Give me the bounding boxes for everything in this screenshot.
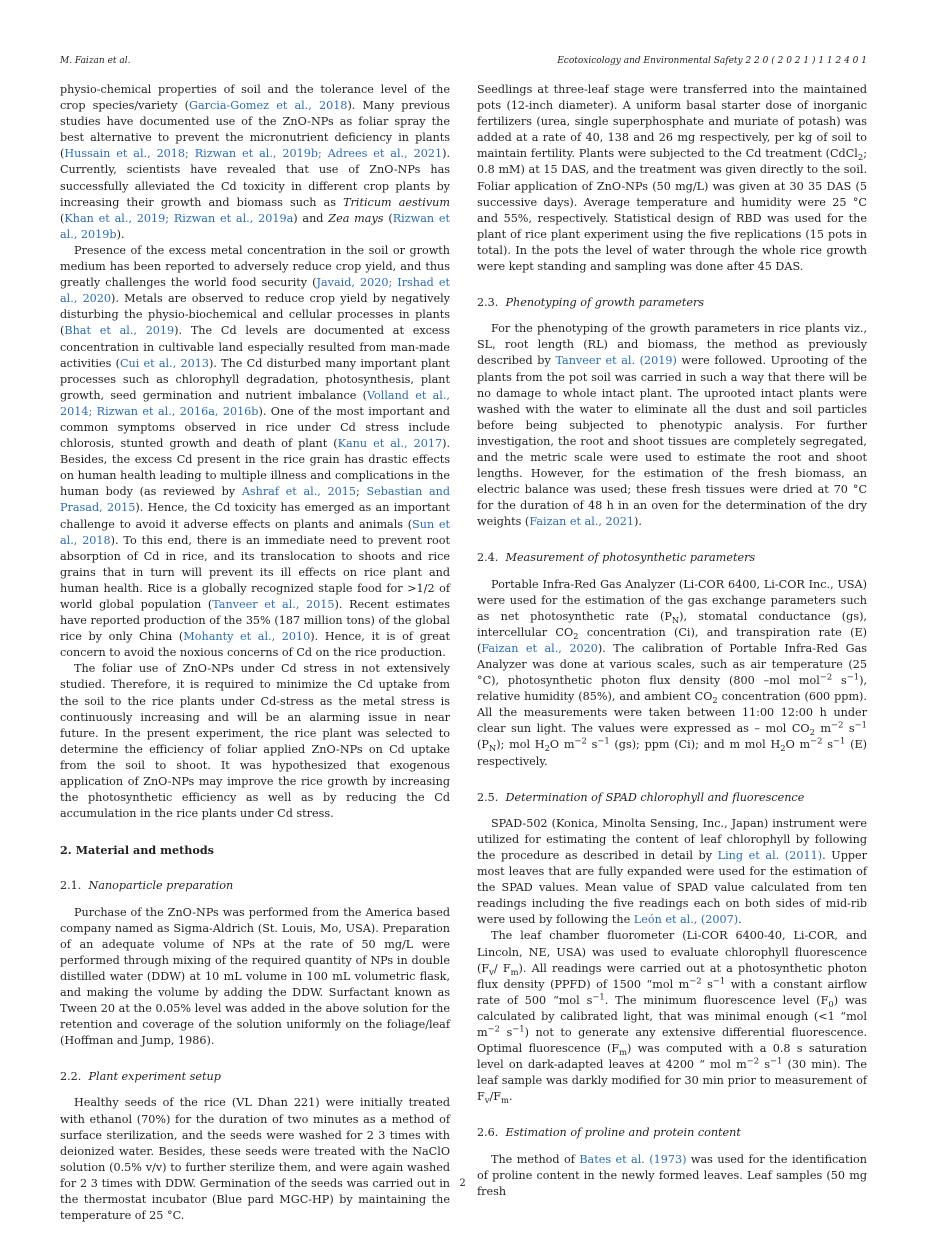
subsection-heading: 2.6. Estimation of proline and protein content: [477, 1126, 741, 1140]
running-header-authors: M. Faizan et al.: [60, 56, 131, 66]
citation-link[interactable]: Cui et al., 2013: [119, 356, 209, 370]
paragraph: Seedlings at three-leaf stage were transferred into the maintained pots (12-inch diameter). A uniform basal starter dose of inorganic fertilizers (urea, single superphosphate and muriate of potash) was added at a rate of 40, 138 and 26 mg respectively, per kg of soil to maintain fertility. Plants were subjected to the Cd treatment (CdCl$_2$; 0.8 mM) at 15 DAS, and the treatment was given directly to the soil. Foliar application of ZnO-NPs (50 mg/L) was given at 30 35 DAS (5 successive days). Average temperature and humidity were 25 °C and 55%, respectively. Statistical design of RBD was used for the plant of rice plant experiment using the five replications (15 pots in total). In the pots the level of water through the whole rice growth were kept standing and sampling was done after 45 DAS.: [477, 83, 867, 274]
citation-link[interactable]: Tanveer et al. (2019): [555, 354, 677, 368]
subsection-heading: 2.4. Measurement of photosynthetic parameters: [477, 551, 756, 565]
subsection-heading: 2.5. Determination of SPAD chlorophyll and fluorescence: [477, 790, 805, 804]
left-column: [60, 82, 450, 1224]
citation-link[interactable]: Sun et al., 2018: [60, 517, 451, 547]
citation-link[interactable]: Kanu et al., 2017: [337, 437, 443, 451]
citation-link[interactable]: Sebastian and Prasad, 2015: [60, 485, 450, 515]
paragraph: physio-chemical properties of soil and the tolerance level of the crop species/variety (Garcia-Gomez et al., 2018). Many previous studies have documented use of the ZnO-NPs as foliar spray the best alternative to prevent the micronutrient deficiency in plants (Hussain et al., 2018; Rizwan et al., 2019b; Adrees et al., 2021). Currently, scientists have revealed that use of ZnO-NPs has successfully alleviated the Cd toxicity in different crop plants by increasing their growth and biomass such as Triticum aestivum (Khan et al., 2019; Rizwan et al., 2019a) and Zea mays (Rizwan et al., 2019b).: [60, 83, 451, 241]
right-column: [477, 82, 867, 1200]
citation-link[interactable]: Ling et al. (2011): [717, 848, 823, 862]
citation-link[interactable]: Bates et al. (1973): [579, 1152, 687, 1166]
paragraph: Presence of the excess metal concentration in the soil or growth medium has been reported to adversely reduce crop yield, and thus greatly challenges the world food security (Javaid, 2020; Irshad et al., 2020). Metals are observed to reduce crop yield by negatively disturbing the physio-biochemical and cellular processes in plants (Bhat et al., 2019). The Cd levels are documented at excess concentration in cultivable land especially resulted from man-made activities (Cui et al., 2013). The Cd disturbed many important plant processes such as chlorophyll degradation, photosynthesis, plant growth, seed germination and nutrient imbalance (Volland et al., 2014; Rizwan et al., 2016a, 2016b). One of the most important and common symptoms observed in rice under Cd stress include chlorosis, stunted growth and death of plant (Kanu et al., 2017). Besides, the excess Cd present in the rice grain has drastic effects on human health leading to multiple illness and complications in the human body (as reviewed by Ashraf et al., 2015; Sebastian and Prasad, 2015). Hence, the Cd toxicity has emerged as an important challenge to avoid it adverse effects on plants and animals (Sun et al., 2018). To this end, there is an immediate need to prevent root absorption of Cd in rice, and its translocation to shoots and rice grains that in turn will prevent its ill effects on rice plant and human health. Rice is a globally recognized staple food for >1/2 of world global population (Tanveer et al., 2015). Recent estimates have reported production of the 35% (187 million tons) of the global rice by only China (Mohanty et al., 2010). Hence, it is of great concern to avoid the noxious concerns of Cd on the rice production.: [60, 243, 451, 660]
citation-link[interactable]: Hussain et al., 2018; Rizwan et al., 2019b; Adrees et al., 2021: [64, 147, 443, 161]
paragraph: SPAD-502 (Konica, Minolta Sensing, Inc., Japan) instrument were utilized for estimating the content of leaf chlorophyll by following the procedure as described in detail by Ling et al. (2011). Upper most leaves that are fully expanded were used for the estimation of the SPAD values. Mean value of SPAD value calculated from ten readings including the five readings each on both sides of mid-rib were used by following the León et al., (2007).: [477, 816, 867, 927]
paragraph: The foliar use of ZnO-NPs under Cd stress in not extensively studied. Therefore, it is required to minimize the Cd uptake from the soil to the rice plants under Cd-stress as the metal stress is continuously increasing and will be an alarming issue in near future. In the present experiment, the rice plant was selected to determine the efficiency of foliar applied ZnO-NPs on Cd uptake from the soil to shoot. It was hypothesized that exogenous application of ZnO-NPs may improve the rice growth by increasing the photosynthetic efficiency as well as by reducing the Cd accumulation in the rice plants under Cd stress.: [60, 662, 450, 821]
citation-link[interactable]: Rizwan et al., 2019b: [60, 211, 451, 241]
paragraph: Portable Infra-Red Gas Analyzer (Li-COR 6400, Li-COR Inc., USA) were used for the estimation of the gas exchange parameters such as net photosynthetic rate $(P_N)$, stomatal conductance (gs), intercellular $CO_2$ concentration (Ci), and transpiration rate (E) (Faizan et al., 2020). The calibration of Portable Infra-Red Gas Analyzer was done at various scales, such as air temperature (25 °C), photosynthetic photon flux density (800 –mol mol$^{-2}$ $s^{-1}$), relative humidity (85%), and ambient $CO_2$ concentration (600 ppm). All the measurements were taken between 11:00 12:00 h under clear sun light. The values were expressed as – mol $CO_2$ $m^{-2}$ $s^{-1}$ $(P_N)$; mol $H_2O$ $m^{-2}$ $s^{-1}$ (gs); ppm (Ci); and m mol $H_2O$ $m^{-2}$ $s^{-1}$ (E) respectively.: [477, 577, 867, 768]
paragraph: The leaf chamber fluorometer (Li-COR 6400-40, Li-COR, and Lincoln, NE, USA) was used to evaluate chlorophyll fluorescence ($F_v/$ $F_m$). All readings were carried out at a photosynthetic photon flux density (PPFD) of 1500 “mol $m^{-2}$ $s^{-1}$ with a constant airflow rate of 500 “mol $s^{-1}$. The minimum fluorescence level $(F_0)$ was calculated by calibrated light, that was minimal enough (<1 “mol $m^{-2}$ $s^{-1}$) not to generate any extensive differential fluorescence. Optimal fluorescence $(F_m)$ was computed with a 0.8 s saturation level on dark-adapted leaves at 4200 “ mol $m^{-2}$ $s^{-1}$ (30 min). The leaf sample was darkly modified for 30 min prior to measurement of $F_v/F_m$.: [477, 929, 867, 1106]
citation-link[interactable]: Faizan et al., 2021: [529, 515, 634, 529]
paragraph: Purchase of the ZnO-NPs was performed from the America based company named as Sigma-Aldrich (St. Louis, Mo, USA). Preparation of an adequate volume of NPs at the rate of 50 mg/L were performed through mixing of the required quantity of NPs in double distilled water (DDW) at 10 mL volume in 100 mL volumetric flask, and making the volume by adding the DDW. Surfactant known as Tween 20 at the 0.05% level was added in the above solution for the retention and coverage of the solution uniformly on the foliage/leaf (Hoffman and Jump, 1986).: [60, 905, 450, 1048]
paragraph: The method of Bates et al. (1973) was used for the identification of proline content in the newly formed leaves. Leaf samples (50 mg fresh: [477, 1152, 867, 1198]
citation-link[interactable]: Faizan et al., 2020: [481, 641, 598, 655]
paragraph: Healthy seeds of the rice (VL Dhan 221) were initially treated with ethanol (70%) for the duration of two minutes as a method of surface sterilization, and the seeds were washed for 2 3 times with deionized water. Besides, these seeds were treated with the NaClO solution (0.5% v/v) to further sterilize them, and were again washed for 2 3 times with DDW. Germination of the seeds was carried out in the thermostat incubator (Blue pard MGC-HP) by maintaining the temperature of 25 °C.: [60, 1096, 450, 1223]
citation-link[interactable]: Khan et al., 2019; Rizwan et al., 2019a: [64, 211, 294, 225]
citation-link[interactable]: Volland et al., 2014; Rizwan et al., 2016a, 2016b: [60, 388, 450, 418]
citation-link[interactable]: Bhat et al., 2019: [64, 324, 175, 338]
citation-link[interactable]: Tanveer et al., 2015: [212, 598, 335, 611]
section-heading: 2. Material and methods: [60, 843, 214, 858]
running-header-journal: Ecotoxicology and Environmental Safety 2 2 0 ( 2 0 2 1 ) 1 1 2 4 0 1: [557, 56, 867, 66]
paragraph: For the phenotyping of the growth parameters in rice plants viz., SL, root length (RL) and biomass, the method as previously described by Tanveer et al. (2019) were followed. Uprooting of the plants from the pot soil was carried in such a way that there will be no damage to whole intact plant. The uprooted intact plants were washed with the water to eliminate all the dust and soil particles before being subjected to phenotypic analysis. For further investigation, the root and shoot tissues are completely segregated, and the metric scale were used to estimate the root and shoot lengths. However, for the estimation of the fresh biomass, an electric balance was used; these fresh tissues were dried at 70 °C for the duration of 48 h in an oven for the determination of the dry weights (Faizan et al., 2021).: [477, 322, 867, 529]
citation-link[interactable]: Javaid, 2020; Irshad et al., 2020: [60, 276, 450, 306]
citation-link[interactable]: León et al., (2007): [633, 913, 739, 927]
page-number: 2: [459, 1178, 466, 1189]
citation-link[interactable]: Garcia-Gomez et al., 2018: [189, 99, 348, 113]
citation-link[interactable]: Mohanty et al., 2010: [183, 630, 311, 644]
subsection-heading: 2.2. Plant experiment setup: [60, 1070, 221, 1084]
subsection-heading: 2.3. Phenotyping of growth parameters: [477, 296, 705, 310]
citation-link[interactable]: Ashraf et al., 2015: [241, 485, 356, 499]
subsection-heading: 2.1. Nanoparticle preparation: [60, 879, 234, 893]
